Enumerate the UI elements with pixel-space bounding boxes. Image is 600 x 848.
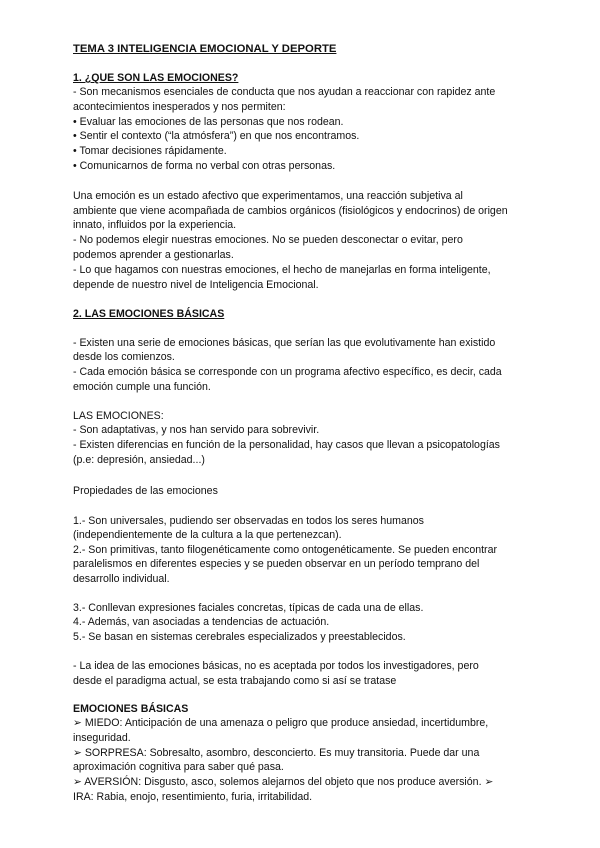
text-line: ambiente que viene acompañada de cambios orgánicos (fisiológicos y endocrinos) de origen: [73, 205, 508, 217]
text-line: aproximación cognitiva para saber qué pasa.: [73, 761, 284, 773]
list-item: ➢ SORPRESA: Sobresalto, asombro, desconcierto. Es muy transitoria. Puede dar una: [73, 747, 480, 759]
text-line: - Son adaptativas, y nos han servido para sobrevivir.: [73, 424, 320, 436]
bullet-item: • Evaluar las emociones de las personas que nos rodean.: [73, 116, 344, 128]
text-line: 4.- Además, van asociadas a tendencias de actuación.: [73, 616, 330, 628]
emociones-basicas-heading: EMOCIONES BÁSICAS: [73, 703, 189, 715]
bullet-item: • Tomar decisiones rápidamente.: [73, 145, 227, 157]
text-line: - Lo que hagamos con nuestras emociones, el hecho de manejarlas en forma inteligente,: [73, 264, 491, 276]
section-2-heading: 2. LAS EMOCIONES BÁSICAS: [73, 308, 225, 320]
text-line: Una emoción es un estado afectivo que experimentamos, una reacción subjetiva al: [73, 190, 463, 202]
text-line: - Cada emoción básica se corresponde con un programa afectivo específico, es decir, cada: [73, 366, 502, 378]
text-line: 3.- Conllevan expresiones faciales concretas, típicas de cada una de ellas.: [73, 602, 424, 614]
text-line: depende de nuestro nivel de Inteligencia Emocional.: [73, 279, 319, 291]
text-line: innato, influidos por la experiencia.: [73, 219, 237, 231]
document-title: TEMA 3 INTELIGENCIA EMOCIONAL Y DEPORTE: [73, 43, 337, 55]
text-line: podemos aprender a gestionarlas.: [73, 249, 234, 261]
bullet-item: • Sentir el contexto (“la atmósfera”) en que nos encontramos.: [73, 130, 360, 142]
text-line: acontecimientos inesperados y nos permiten:: [73, 101, 286, 113]
text-line: - Existen una serie de emociones básicas, que serían las que evolutivamente han existido: [73, 337, 496, 349]
list-item: ➢ MIEDO: Anticipación de una amenaza o peligro que produce ansiedad, incertidumbre,: [73, 717, 489, 729]
text-line: - No podemos elegir nuestras emociones. No se pueden desconectar o evitar, pero: [73, 234, 463, 246]
section-1-heading: 1. ¿QUE SON LAS EMOCIONES?: [73, 72, 239, 84]
text-line: paralelismos en diferentes especies y se pueden observar en un período temprano del: [73, 558, 480, 570]
text-line: (p.e: depresión, ansiedad...): [73, 454, 205, 466]
text-line: desde el paradigma actual, se esta trabajando como si así se tratase: [73, 675, 397, 687]
text-line: 2.- Son primitivas, tanto filogenéticamente como ontogenéticamente. Se pueden encontrar: [73, 544, 498, 556]
text-line: - La idea de las emociones básicas, no es aceptada por todos los investigadores, pero: [73, 660, 479, 672]
text-line: - Son mecanismos esenciales de conducta que nos ayudan a reaccionar con rapidez ante: [73, 86, 496, 98]
text-line: (independientemente de la cultura a la que pertenezcan).: [73, 529, 342, 541]
text-line: desarrollo individual.: [73, 573, 170, 585]
text-line: LAS EMOCIONES:: [73, 410, 164, 422]
list-item: ➢ AVERSIÓN: Disgusto, asco, solemos alejarnos del objeto que nos produce aversión. ➢: [73, 776, 494, 788]
propiedades-heading: Propiedades de las emociones: [73, 485, 218, 497]
text-line: 1.- Son universales, pudiendo ser observadas en todos los seres humanos: [73, 515, 424, 527]
bullet-item: • Comunicarnos de forma no verbal con otras personas.: [73, 160, 336, 172]
text-line: desde los comienzos.: [73, 351, 175, 363]
text-line: emoción cumple una función.: [73, 381, 211, 393]
text-line: inseguridad.: [73, 732, 131, 744]
text-line: - Existen diferencias en función de la personalidad, hay casos que llevan a psicopatologías: [73, 439, 500, 451]
text-line: 5.- Se basan en sistemas cerebrales especializados y preestablecidos.: [73, 631, 406, 643]
list-item: IRA: Rabia, enojo, resentimiento, furia, irritabilidad.: [73, 791, 313, 803]
